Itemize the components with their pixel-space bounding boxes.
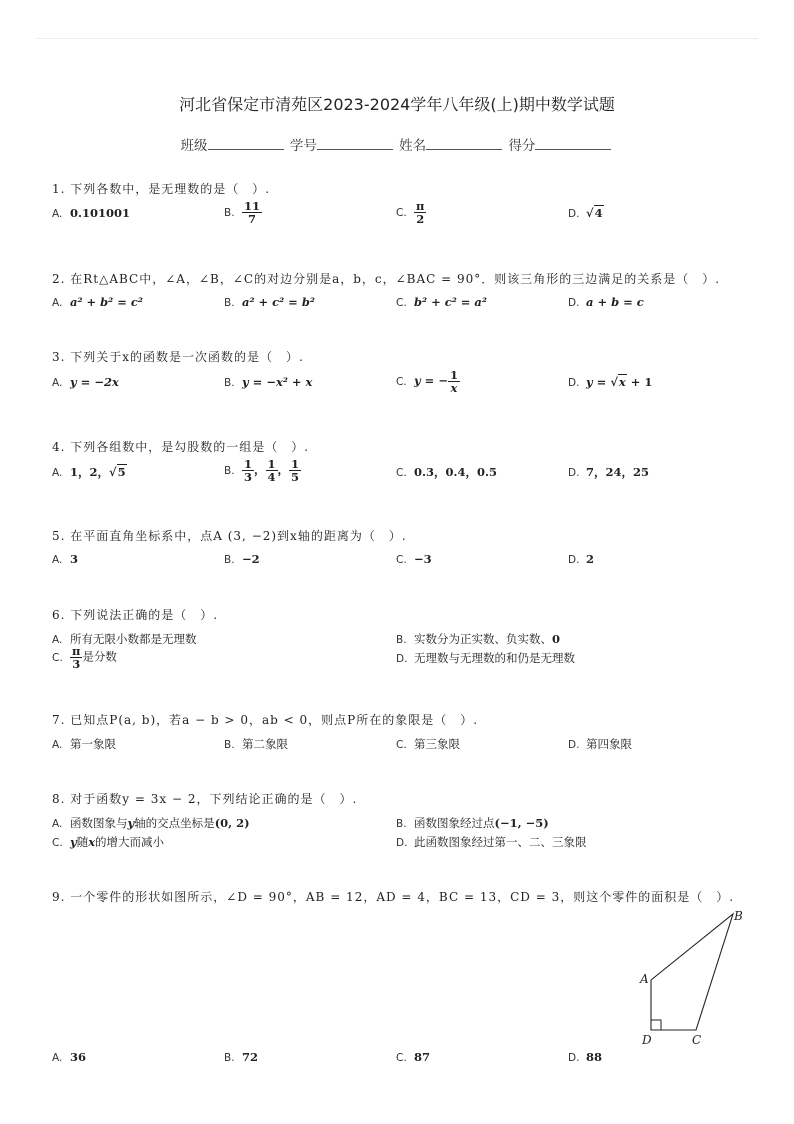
question-1-stem: 1. 下列各数中，是无理数的是（ ）. (52, 182, 271, 196)
q4-option-a[interactable]: A. 1，2，√5 (52, 465, 126, 479)
vertex-label-b: B (734, 909, 743, 923)
q2-option-b[interactable]: B. a² + c² = b² (224, 295, 315, 309)
fraction: $\frac{1}{x}$ (449, 368, 458, 396)
q2-option-d[interactable]: D. a + b = c (568, 295, 644, 309)
right-angle-mark (651, 1020, 661, 1030)
q1-option-b[interactable]: B. $\frac{11}{7}$ (224, 199, 261, 227)
fraction: $\frac{11}{7}$ (244, 199, 261, 227)
header-rule (36, 38, 758, 39)
sqrt-symbol: √x (610, 375, 626, 389)
fraction: $\frac{\pi}{3}$ (72, 644, 81, 672)
question-2-stem: 2. 在Rt△ABC中，∠A，∠B，∠C的对边分别是a，b，c，∠BAC = 90°．则该三角形的三边满足的关系是（ ）. (52, 272, 721, 286)
q7-option-d[interactable]: D. 第四象限 (568, 737, 632, 751)
student-number-field[interactable]: 学号 (290, 134, 395, 154)
question-7-stem: 7. 已知点P(a, b)，若a − b > 0，ab < 0，则点P所在的象限是（ ）. (52, 713, 479, 727)
q9-option-c[interactable]: C. 87 (396, 1050, 431, 1064)
q5-option-a[interactable]: A. 3 (52, 552, 79, 566)
q5-option-b[interactable]: B. −2 (224, 552, 260, 566)
q8-option-b[interactable]: B. 函数图象经过点(−1, −5) (396, 816, 549, 830)
question-4-stem: 4. 下列各组数中，是勾股数的一组是（ ）. (52, 440, 310, 454)
q8-option-d[interactable]: D. 此函数图象经过第一、二、三象限 (396, 835, 587, 849)
q8-option-a[interactable]: A. 函数图象与y轴的交点坐标是(0, 2) (52, 816, 250, 830)
name-field[interactable]: 姓名 (399, 134, 504, 154)
q7-option-a[interactable]: A. 第一象限 (52, 737, 116, 751)
vertex-label-c: C (692, 1033, 702, 1047)
fraction: $\frac{\pi}{2}$ (416, 199, 425, 227)
q5-option-d[interactable]: D. 2 (568, 552, 595, 566)
q6-option-a[interactable]: A. 所有无限小数都是无理数 (52, 632, 197, 646)
q6-option-b[interactable]: B. 实数分为正实数、负实数、0 (396, 632, 561, 646)
q2-option-a[interactable]: A. a² + b² = c² (52, 295, 143, 309)
question-9-stem: 9. 一个零件的形状如图所示，∠D = 90°，AB = 12，AD = 4，BC = 13，CD = 3，则这个零件的面积是（ ）. (52, 890, 735, 904)
q7-option-c[interactable]: C. 第三象限 (396, 737, 460, 751)
figure-outline (651, 914, 733, 1030)
q6-option-c[interactable]: C. $\frac{\pi}{3}$ 是分数 (52, 644, 117, 672)
fraction: $\frac{1}{3}$ (244, 457, 253, 485)
q1-option-a[interactable]: A. 0.101001 (52, 206, 131, 220)
q8-option-c[interactable]: C. y随x的增大而减小 (52, 835, 165, 849)
question-6-stem: 6. 下列说法正确的是（ ）. (52, 608, 219, 622)
vertex-label-a: A (640, 972, 649, 986)
vertex-label-d: D (642, 1033, 652, 1047)
quadrilateral-figure (630, 904, 750, 1050)
score-field[interactable]: 得分 (508, 134, 613, 154)
sqrt-symbol: √5 (109, 465, 126, 479)
class-field[interactable]: 班级 (181, 134, 286, 154)
q3-option-a[interactable]: A. y = −2x (52, 375, 119, 389)
page-title: 河北省保定市清苑区2023-2024学年八年级(上)期中数学试题 (179, 95, 615, 114)
q2-option-c[interactable]: C. b² + c² = a² (396, 295, 487, 309)
student-info-fields (0, 134, 794, 154)
question-5-stem: 5. 在平面直角坐标系中，点A (3, −2)到x轴的距离为（ ）. (52, 529, 407, 543)
q1-option-c[interactable]: C. $\frac{\pi}{2}$ (396, 199, 425, 227)
q4-option-c[interactable]: C. 0.3，0.4，0.5 (396, 465, 498, 479)
sqrt-symbol: √4 (586, 206, 603, 220)
q6-option-d[interactable]: D. 无理数与无理数的和仍是无理数 (396, 651, 575, 665)
q3-option-c[interactable]: C. y = − $\frac{1}{x}$ (396, 368, 458, 396)
q1-option-d[interactable]: D. √4 (568, 206, 603, 220)
q3-option-d[interactable]: D. y = √x + 1 (568, 375, 653, 389)
q9-option-d[interactable]: D. 88 (568, 1050, 603, 1064)
q5-option-c[interactable]: C. −3 (396, 552, 432, 566)
q9-option-a[interactable]: A. 36 (52, 1050, 87, 1064)
q9-option-b[interactable]: B. 72 (224, 1050, 259, 1064)
fraction: $\frac{1}{5}$ (291, 457, 300, 485)
q4-option-d[interactable]: D. 7，24，25 (568, 465, 650, 479)
question-8-stem: 8. 对于函数y = 3x − 2，下列结论正确的是（ ）. (52, 792, 358, 806)
question-3-stem: 3. 下列关于x的函数是一次函数的是（ ）. (52, 350, 304, 364)
fraction: $\frac{1}{4}$ (267, 457, 276, 485)
q4-option-b[interactable]: B. $\frac{1}{3}$ ， $\frac{1}{4}$ ， $\frac{1}{5}$ (224, 457, 300, 485)
q7-option-b[interactable]: B. 第二象限 (224, 737, 288, 751)
q3-option-b[interactable]: B. y = −x² + x (224, 375, 313, 389)
